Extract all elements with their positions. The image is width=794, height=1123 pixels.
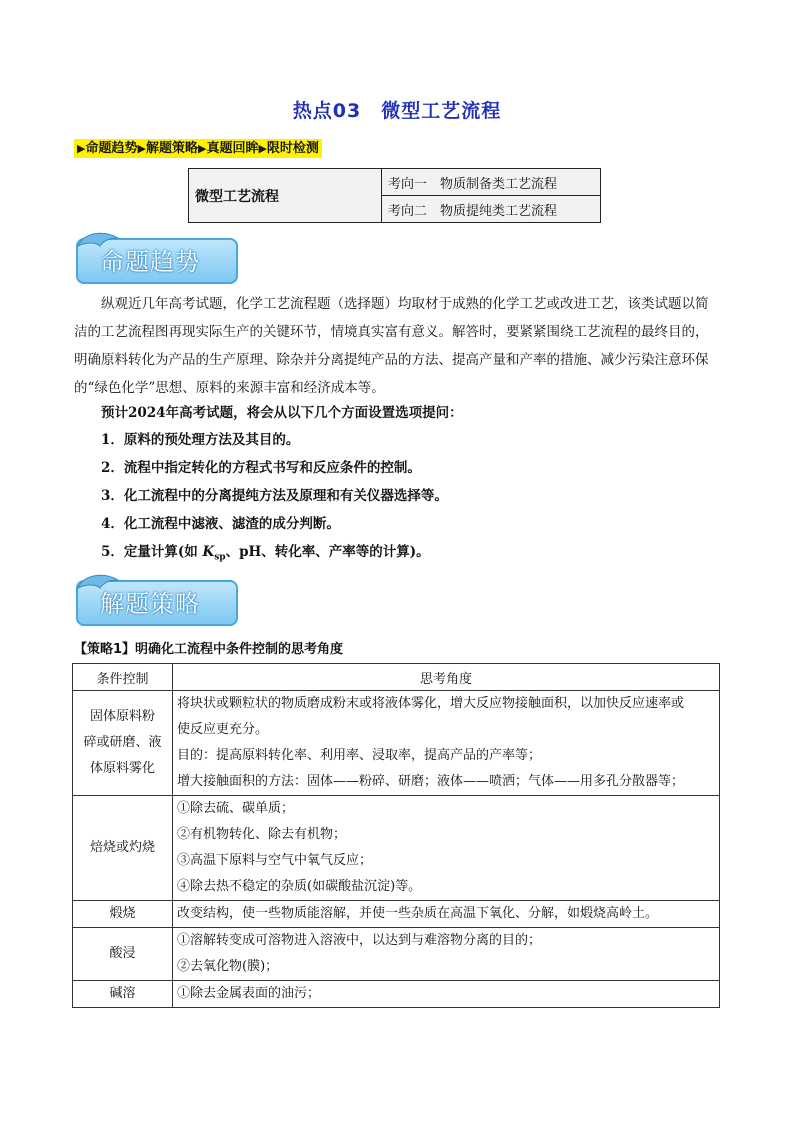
condition-cell: 酸浸 xyxy=(73,928,173,981)
ksp-sub: sp xyxy=(214,552,226,563)
point-5-after: 、pH、转化率、产率等的计算)。 xyxy=(225,544,430,560)
play-icon: ▶ xyxy=(137,142,146,155)
point-4: 4．化工流程中滤液、滤渣的成分判断。 xyxy=(101,516,340,532)
section-label: 命题趋势 xyxy=(100,248,200,276)
point-1: 1．原料的预处理方法及其目的。 xyxy=(101,432,300,448)
header-angle: 思考角度 xyxy=(173,664,720,691)
condition-cell: 煅烧 xyxy=(73,901,173,928)
topic-item-2: 考向二 物质提纯类工艺流程 xyxy=(382,196,601,223)
condition-cell: 焙烧或灼烧 xyxy=(73,796,173,901)
angle-line: ③高温下原料与空气中氧气反应； xyxy=(177,853,373,868)
topic-item-1: 考向一 物质制备类工艺流程 xyxy=(382,169,601,196)
intro-paragraph: 纵观近几年高考试题，化学工艺流程题（选择题）均取材于成熟的化学工艺或改进工艺，该类试题以简洁的工艺流程图再现实际生产的关键环节，情境真实富有意义。解答时，要紧紧围绕工艺流程的最终目的，明确原料转化为产品的生产原理、除杂并分离提纯产品的方法、提高产量和产率的措施、减少污染注意环保的“绿色化学”思想、原料的来源丰富和经济成本等。 xyxy=(74,296,709,396)
nav-item-test[interactable]: 限时检测 xyxy=(266,141,319,156)
angle-cell xyxy=(173,901,720,928)
angle-line: 目的：提高原料转化率、利用率、浸取率，提高产品的产率等； xyxy=(177,748,542,763)
angle-line: 将块状或颗粒状的物质磨成粉末或将液体雾化，增大反应物接触面积，以加快反应速率或 xyxy=(177,696,685,711)
table-row xyxy=(73,691,720,796)
angle-line: ①除去硫、碳单质； xyxy=(177,801,295,816)
section-nav xyxy=(74,139,322,158)
point-3: 3．化工流程中的分离提纯方法及原理和有关仪器选择等。 xyxy=(101,488,448,504)
section-badge-trend xyxy=(74,228,239,286)
table-row xyxy=(73,928,720,981)
table-row xyxy=(73,901,720,928)
angle-line: ①溶解转变成可溶物进入溶液中，以达到与难溶物分离的目的； xyxy=(177,933,542,948)
point-5 xyxy=(101,542,430,568)
angle-line: 增大接触面积的方法：固体——粉碎、研磨；液体——喷洒；气体——用多孔分散器等； xyxy=(177,774,685,789)
condition-table xyxy=(72,663,720,1008)
ksp-k: K xyxy=(202,544,215,560)
nav-item-review[interactable]: 真题回眸 xyxy=(206,141,259,156)
nav-item-trend[interactable]: 命题趋势 xyxy=(85,141,138,156)
angle-line: 使反应更充分。 xyxy=(177,722,269,737)
point-5-before: 5．定量计算(如 xyxy=(101,544,203,560)
section-label: 解题策略 xyxy=(100,590,200,618)
point-2: 2．流程中指定转化的方程式书写和反应条件的控制。 xyxy=(101,460,421,476)
play-icon: ▶ xyxy=(197,142,207,155)
angle-cell xyxy=(173,928,720,981)
angle-line: ①除去金属表面的油污； xyxy=(177,986,321,1001)
condition-cell: 碱溶 xyxy=(73,981,173,1008)
forecast-line: 预计2024年高考试题，将会从以下几个方面设置选项提问： xyxy=(101,405,463,421)
angle-line: ④除去热不稳定的杂质(如碳酸盐沉淀)等。 xyxy=(177,879,422,894)
section-badge-strategy xyxy=(74,570,239,628)
table-row xyxy=(73,981,720,1008)
condition-text: 固体原料粉 xyxy=(89,709,155,724)
condition-text: 体原料雾化 xyxy=(89,761,155,776)
angle-cell xyxy=(173,796,720,901)
angle-line: 改变结构，使一些物质能溶解，并使一些杂质在高温下氧化、分解，如煅烧高岭土。 xyxy=(177,906,659,921)
play-icon: ▶ xyxy=(77,142,86,155)
strategy-title: 【策略1】明确化工流程中条件控制的思考角度 xyxy=(74,642,344,657)
angle-cell xyxy=(173,981,720,1008)
angle-line: ②有机物转化、除去有机物； xyxy=(177,827,347,842)
angle-cell xyxy=(173,691,720,796)
topic-main: 微型工艺流程 xyxy=(189,169,382,223)
angle-line: ②去氧化物(膜)； xyxy=(177,959,279,974)
page-title: 热点03 微型工艺流程 xyxy=(292,100,502,122)
header-condition: 条件控制 xyxy=(73,664,173,691)
play-icon: ▶ xyxy=(258,142,267,155)
topic-table xyxy=(188,168,601,223)
condition-text: 碎或研磨、液 xyxy=(83,735,162,750)
condition-cell xyxy=(73,691,173,796)
nav-item-strategy[interactable]: 解题策略 xyxy=(145,141,198,156)
table-row xyxy=(73,796,720,901)
